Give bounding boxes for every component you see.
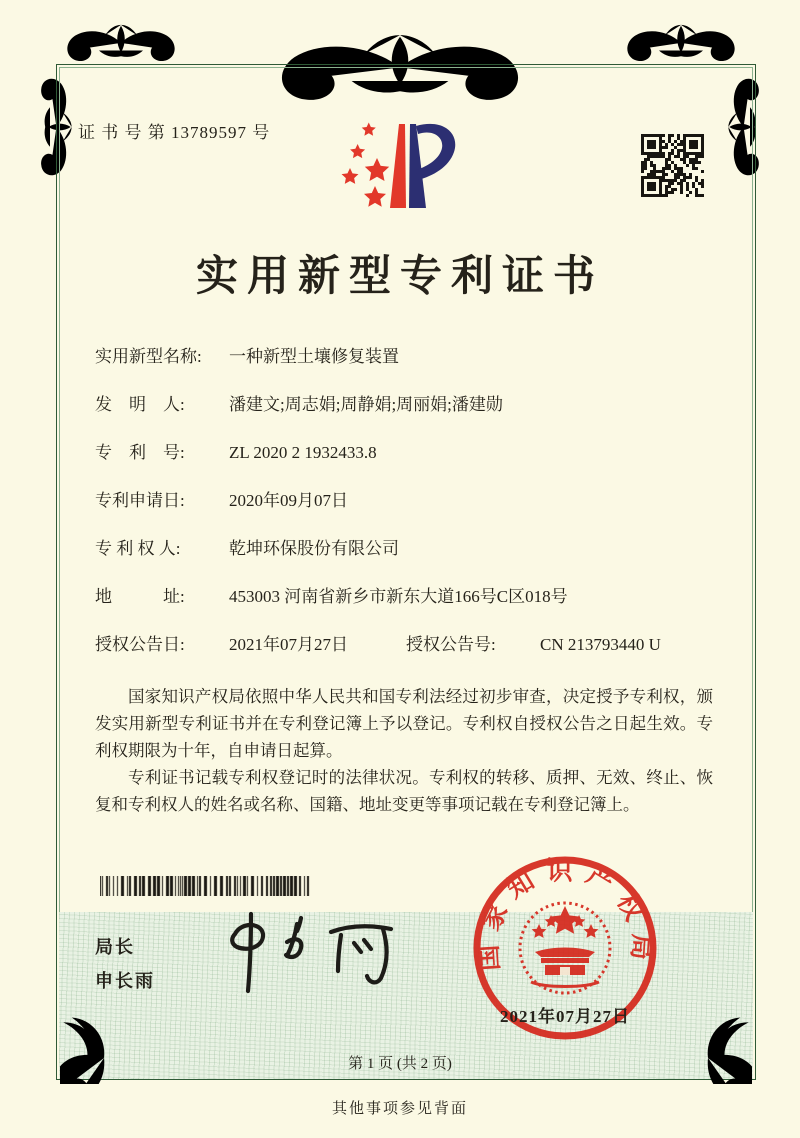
- field-row: [95, 631, 720, 658]
- field-label: 授权公告日:: [95, 635, 185, 654]
- signature: [205, 898, 415, 998]
- field-label: 专 利 权 人:: [95, 539, 181, 558]
- certificate-title: 实用新型专利证书: [195, 254, 604, 300]
- officer-title: 局长: [95, 937, 135, 957]
- legal-paragraph-2: 专利证书记载专利权登记时的法律状况。专利权的转移、质押、无效、终止、恢复和专利权人的姓名或名称、国籍、地址变更等事项记载在专利登记簿上。: [95, 767, 713, 814]
- back-note: 其他事项参见背面: [331, 1101, 468, 1117]
- field-row: [95, 535, 720, 562]
- field-row: [95, 343, 720, 370]
- legal-text: [95, 684, 713, 818]
- legal-paragraph-1: 国家知识产权局依照中华人民共和国专利法经过初步审查，决定授予专利权，颁发实用新型专利证书并在专利登记簿上予以登记。专利权自授权公告之日起生效。专利权期限为十年，自申请日起算。: [95, 687, 713, 760]
- seal-text: 国家知识产权局: [472, 856, 658, 972]
- field-row: [95, 487, 720, 514]
- field-label: 实用新型名称:: [95, 347, 202, 366]
- field-value: 一种新型土壤修复装置: [229, 347, 399, 366]
- cnipa-logo: [332, 96, 482, 236]
- field-label: 专利申请日:: [95, 491, 185, 510]
- field-value: 潘建文;周志娟;周静娟;周丽娟;潘建勋: [229, 395, 503, 414]
- field-label: 发 明 人:: [95, 395, 185, 414]
- field-row: [95, 439, 720, 466]
- page-number: 第 1 页 (共 2 页): [348, 1056, 452, 1072]
- field-value: 2020年09月07日: [229, 491, 348, 510]
- field-list: [95, 343, 720, 679]
- field-value: 乾坤环保股份有限公司: [229, 539, 399, 558]
- field-row: [95, 391, 720, 418]
- field-value: 453003 河南省新乡市新东大道166号C区018号: [229, 587, 568, 606]
- field-value: 2021年07月27日: [229, 635, 348, 654]
- barcode: [100, 876, 310, 896]
- qr-code: [640, 133, 706, 199]
- field-label: 专 利 号:: [95, 443, 185, 462]
- certificate-number: 证 书 号 第 13789597 号: [78, 123, 271, 142]
- seal-date: 2021年07月27日: [500, 1007, 630, 1026]
- field-label: 授权公告号:: [406, 635, 496, 654]
- field-label: 地 址:: [95, 587, 185, 606]
- field-value: ZL 2020 2 1932433.8: [229, 443, 377, 462]
- officer-name: 申长雨: [95, 971, 155, 991]
- field-value: CN 213793440 U: [540, 635, 661, 654]
- officer-block: [95, 930, 155, 998]
- field-row: [95, 583, 720, 610]
